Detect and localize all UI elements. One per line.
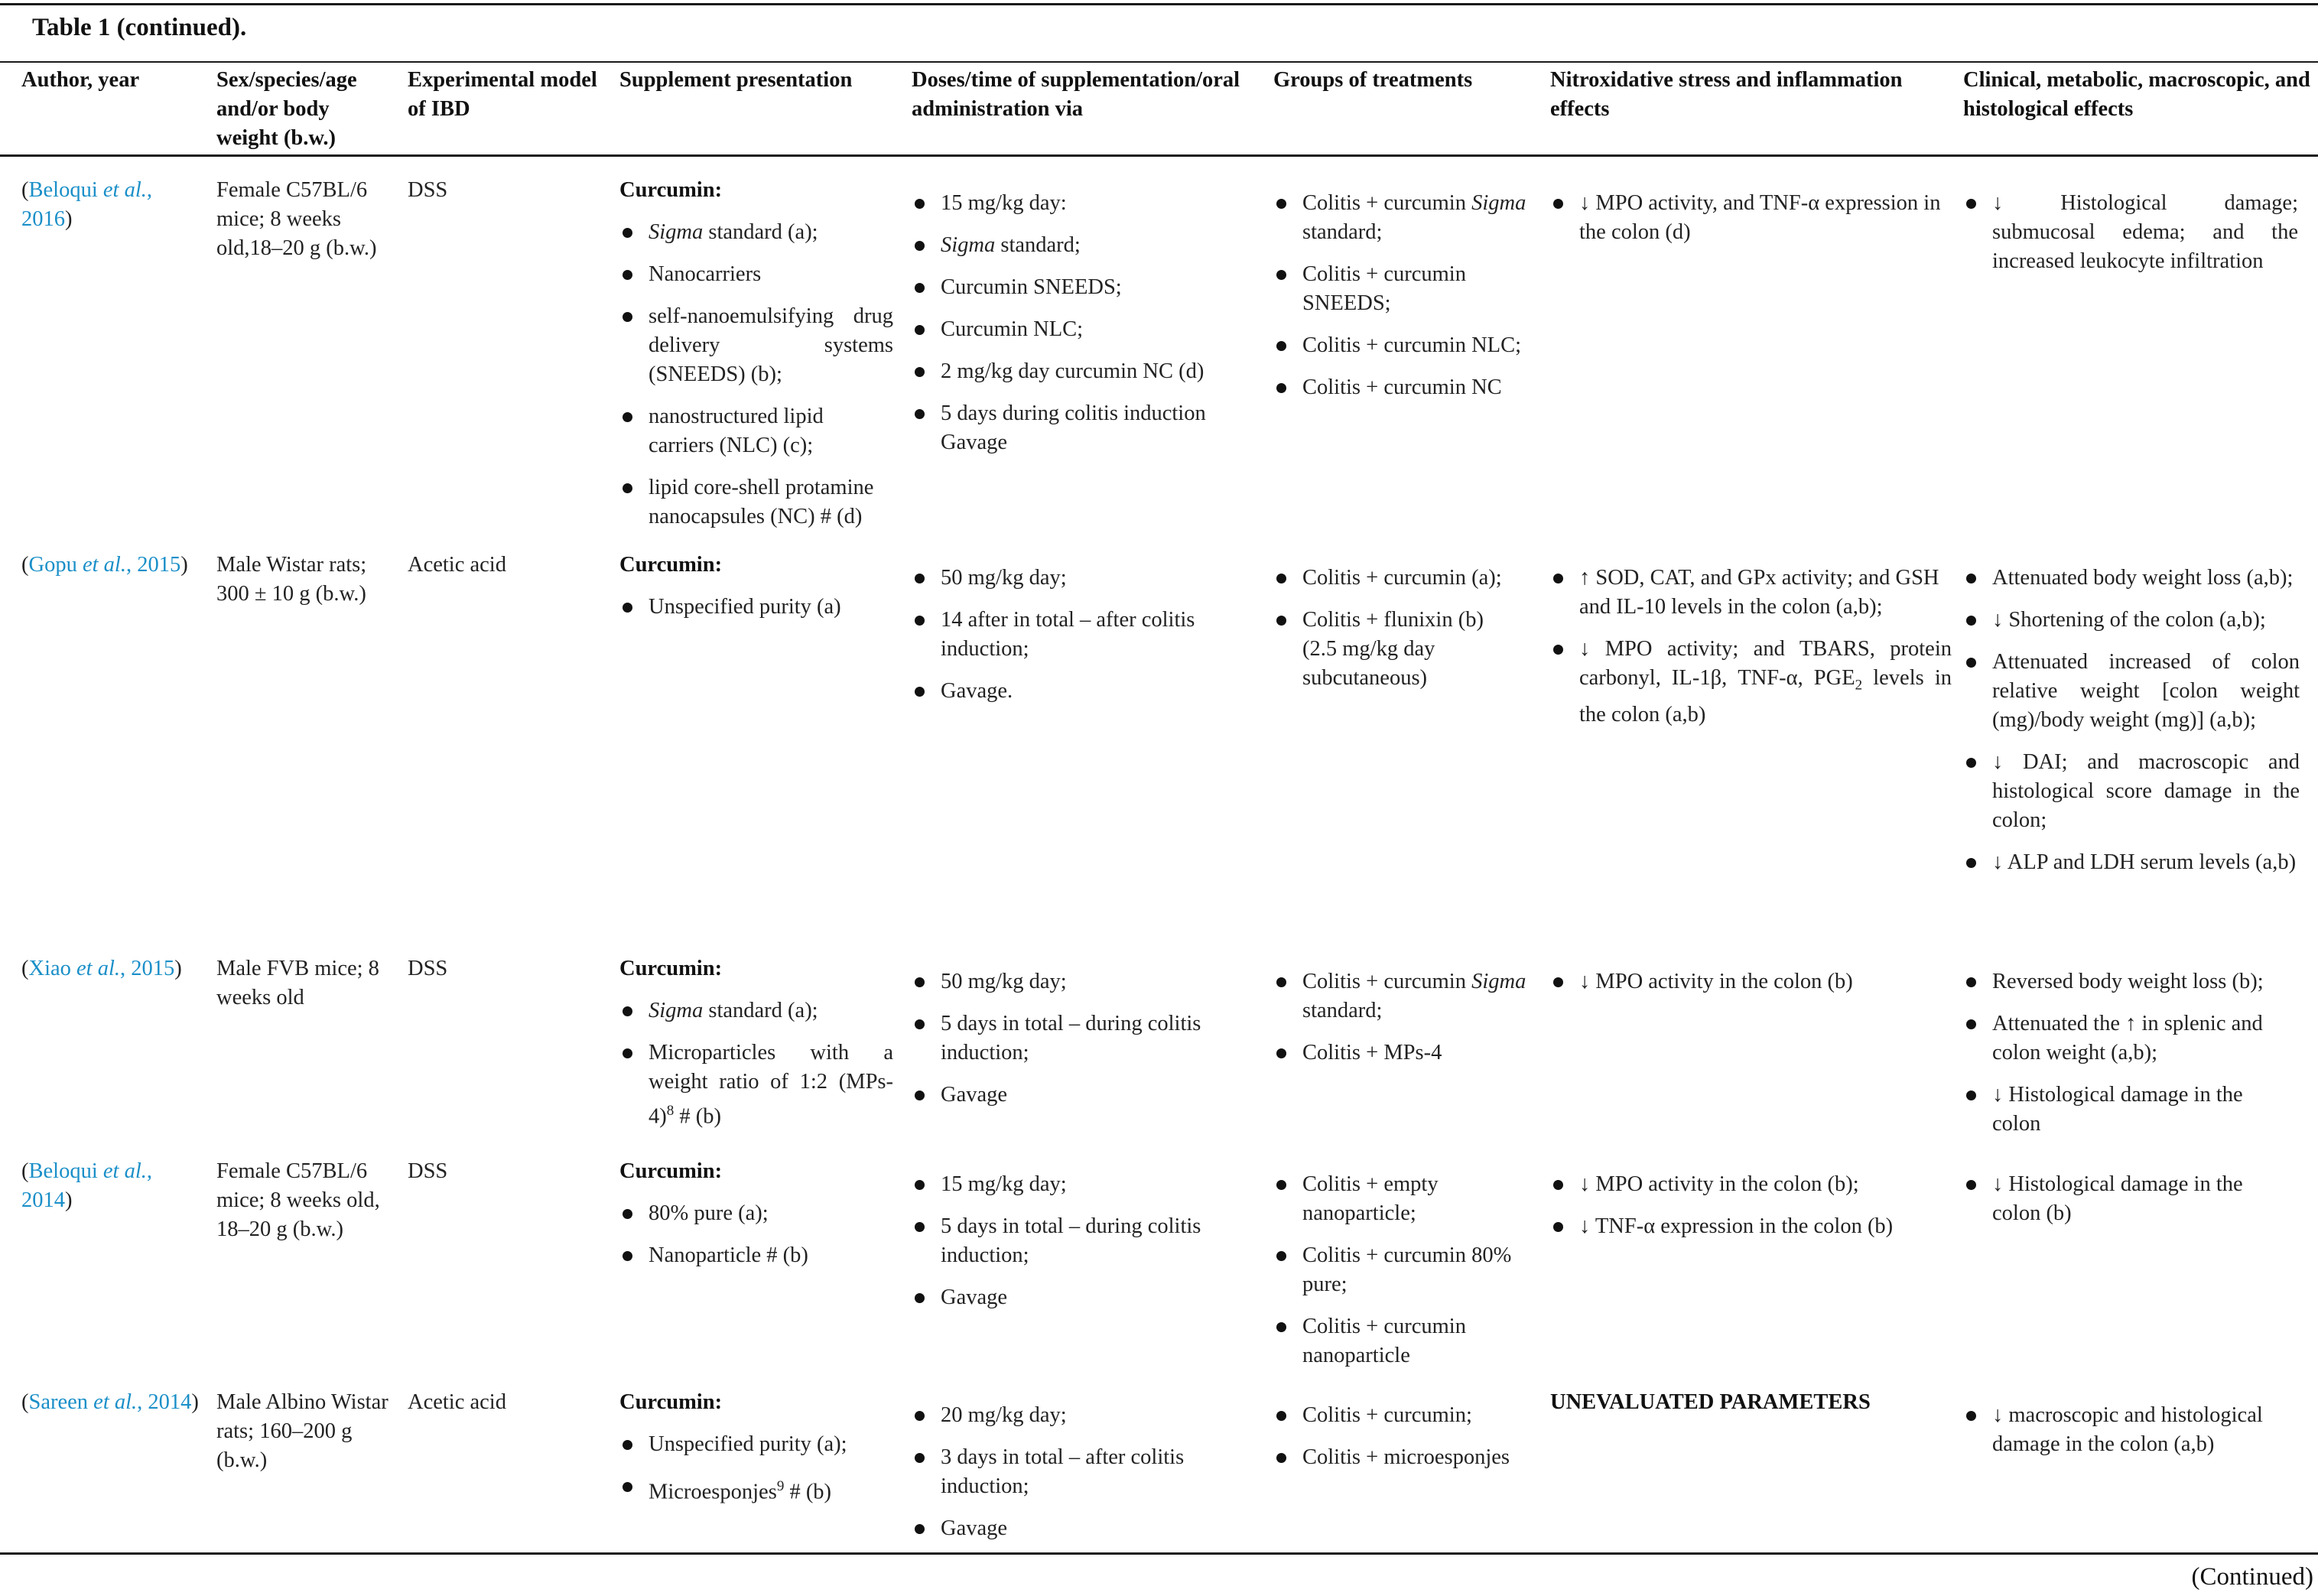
list-item: Attenuated increased of colon relative weight [colon weight (mg)/body weight (mg)] (a,b); [1963,648,2300,735]
list-item: ↓ Histological damage in the colon (b) [1963,1170,2292,1228]
reference-link[interactable]: Xiao et al., 2015 [28,957,175,980]
list-item: Curcumin SNEEDS; [912,273,1256,302]
nitro-cell [1550,1170,1952,1254]
list-item: Unspecified purity (a); [619,1430,893,1459]
list-item: 50 mg/kg day; [912,564,1233,593]
list-item: ↓ Histological damage; submucosal edema; and the increased leukocyte infiltration [1963,189,2298,276]
author-cell: (Xiao et al., 2015) [21,957,182,980]
subjects-cell: Male Albino Wistar rats; 160–200 g (b.w.) [216,1390,389,1472]
list-item: Gavage [912,1514,1233,1543]
list-item: Colitis + curcumin Sigma standard; [1273,967,1541,1026]
reference-link[interactable]: Gopu et al., 2015 [28,553,181,577]
model-cell: DSS [408,957,448,980]
col-header-doses: Doses/time of supplementation/oral administration via [912,68,1240,121]
list-item: Colitis + curcumin NC [1273,373,1541,402]
list-item: 3 days in total – after colitis induction; [912,1443,1233,1501]
subjects-cell: Male Wistar rats; 300 ± 10 g (b.w.) [216,553,367,606]
nitro-cell [1550,564,1952,743]
list-item: Attenuated the ↑ in splenic and colon weight (a,b); [1963,1009,2292,1068]
list-item: Sigma standard (a); [619,218,893,247]
continued-label: (Continued) [2191,1563,2313,1591]
doses-cell [912,1170,1233,1325]
list-item: 5 days during colitis induction Gavage [912,399,1256,457]
clinical-cell [1963,1401,2292,1472]
supplement-cell [619,1388,893,1520]
col-header-nitro: Nitroxidative stress and inflammation effects [1550,68,1903,121]
header-rule [0,154,2318,157]
reference-link[interactable]: Beloqui et al., 2014 [21,1159,152,1212]
list-item: Gavage. [912,677,1233,706]
list-item: ↓ MPO activity in the colon (b) [1550,967,1952,996]
list-item: Colitis + curcumin (a); [1273,564,1518,593]
model-cell: DSS [408,1159,448,1183]
subjects-cell: Male FVB mice; 8 weeks old [216,957,379,1009]
table-title: Table 1 (continued). [32,14,247,41]
list-item: 80% pure (a); [619,1199,893,1228]
supplement-lead: Curcumin: [619,1159,723,1183]
supplement-cell [619,1157,893,1283]
nitro-cell: UNEVALUATED PARAMETERS [1550,1390,1871,1414]
doses-cell [912,1401,1233,1556]
supplement-cell [619,176,893,544]
list-item: 20 mg/kg day; [912,1401,1233,1430]
list-item: Reversed body weight loss (b); [1963,967,2292,996]
author-cell: (Sareen et al., 2014) [21,1390,199,1414]
groups-cell [1273,1170,1533,1383]
list-item: ↓ DAI; and macroscopic and histological score damage in the colon; [1963,748,2300,835]
list-item: Microparticles with a weight ratio of 1:2 $(MPs-4)^8$ # (b) [619,1039,893,1132]
author-cell: (Beloqui et al., 2014) [21,1159,152,1212]
list-item: Colitis + empty nanoparticle; [1273,1170,1533,1228]
groups-cell [1273,564,1518,706]
list-item: Colitis + curcumin Sigma standard; [1273,189,1541,247]
list-item: ↓ ALP and LDH serum levels (a,b) [1963,848,2300,877]
list-item: Colitis + curcumin nanoparticle [1273,1312,1533,1370]
list-item: Colitis + flunixin (b) (2.5 mg/kg day subcutaneous) [1273,606,1518,693]
reference-link[interactable]: Sareen et al., 2014 [28,1390,192,1414]
list-item: ↓ TNF-α expression in the colon (b) [1550,1212,1952,1241]
clinical-cell [1963,564,2300,890]
list-item: Curcumin NLC; [912,315,1256,344]
list-item: 50 mg/kg day; [912,967,1233,996]
doses-cell [912,967,1233,1123]
model-cell: Acetic acid [408,1390,506,1414]
model-cell: Acetic acid [408,553,506,577]
supplement-cell [619,954,893,1145]
title-rule [0,61,2318,63]
list-item: Sigma standard; [912,231,1256,260]
doses-cell [912,564,1233,719]
list-item: 2 mg/kg day curcumin NC (d) [912,357,1256,386]
bottom-rule [0,1552,2318,1555]
list-item: ↓ MPO activity; and TBARS, protein carbonyl, IL-1β, TNF-α, $PGE_2$ levels in the colon (a,b) [1550,635,1952,730]
list-item: Attenuated body weight loss (a,b); [1963,564,2300,593]
supplement-lead: Curcumin: [619,178,723,202]
list-item: Colitis + curcumin 80% pure; [1273,1241,1533,1299]
list-item: ↑ SOD, CAT, and GPx activity; and GSH and IL-10 levels in the colon (a,b); [1550,564,1952,622]
list-item: 5 days in total – during colitis induction; [912,1212,1233,1270]
list-item: Gavage [912,1283,1233,1312]
list-item: ↓ Shortening of the colon (a,b); [1963,606,2300,635]
top-rule [0,3,2318,5]
author-cell: (Gopu et al., 2015) [21,553,188,577]
list-item: ↓ macroscopic and histological damage in the colon (a,b) [1963,1401,2292,1459]
supplement-cell [619,551,893,635]
list-item: Colitis + curcumin NLC; [1273,331,1541,360]
clinical-cell [1963,967,2292,1152]
clinical-cell [1963,189,2298,289]
reference-link[interactable]: Beloqui et al., 2016 [21,178,152,231]
author-cell: (Beloqui et al., 2016) [21,178,152,231]
col-header-author: Author, year [21,68,140,92]
list-item: nanostructured lipid carriers (NLC) (c); [619,402,893,460]
supplement-lead: Curcumin: [619,553,723,577]
list-item: Nanocarriers [619,260,893,289]
col-header-groups: Groups of treatments [1273,68,1473,92]
list-item: 15 mg/kg day: [912,189,1256,218]
col-header-model: Experimental model of IBD [408,68,597,121]
list-item: Colitis + MPs-4 [1273,1039,1541,1068]
model-cell: DSS [408,178,448,202]
list-item: Nanoparticle # (b) [619,1241,893,1270]
list-item: Microesponjes$^9$ # (b) [619,1472,893,1507]
col-header-clinical: Clinical, metabolic, macroscopic, and histological effects [1963,68,2310,121]
list-item: Sigma standard (a); [619,996,893,1026]
supplement-lead: Curcumin: [619,1390,723,1414]
clinical-cell [1963,1170,2292,1241]
col-header-subjects: Sex/species/age and/or body weight (b.w.) [216,68,357,150]
subjects-cell: Female C57BL/6 mice; 8 weeks old, 18–20 g (b.w.) [216,1159,380,1241]
list-item: lipid core-shell protamine nanocapsules (NC) # (d) [619,473,893,531]
nitro-cell [1550,967,1952,1009]
groups-cell [1273,189,1541,415]
list-item: Colitis + curcumin; [1273,1401,1541,1430]
list-item: ↓ MPO activity, and TNF-α expression in the colon (d) [1550,189,1952,247]
list-item: 14 after in total – after colitis induction; [912,606,1233,664]
list-item: self-nanoemulsifying drug delivery systems (SNEEDS) (b); [619,302,893,389]
nitro-cell [1550,189,1952,260]
list-item: ↓ MPO activity in the colon (b); [1550,1170,1952,1199]
supplement-lead: Curcumin: [619,957,723,980]
groups-cell [1273,967,1541,1081]
list-item: ↓ Histological damage in the colon [1963,1081,2292,1139]
col-header-supplement: Supplement presentation [619,68,853,92]
list-item: Unspecified purity (a) [619,593,893,622]
list-item: Gavage [912,1081,1233,1110]
subjects-cell: Female C57BL/6 mice; 8 weeks old,18–20 g (b.w.) [216,178,377,260]
list-item: Colitis + microesponjes [1273,1443,1541,1472]
list-item: 15 mg/kg day; [912,1170,1233,1199]
list-item: 5 days in total – during colitis induction; [912,1009,1233,1068]
list-item: Colitis + curcumin SNEEDS; [1273,260,1541,318]
groups-cell [1273,1401,1541,1485]
doses-cell [912,189,1256,470]
